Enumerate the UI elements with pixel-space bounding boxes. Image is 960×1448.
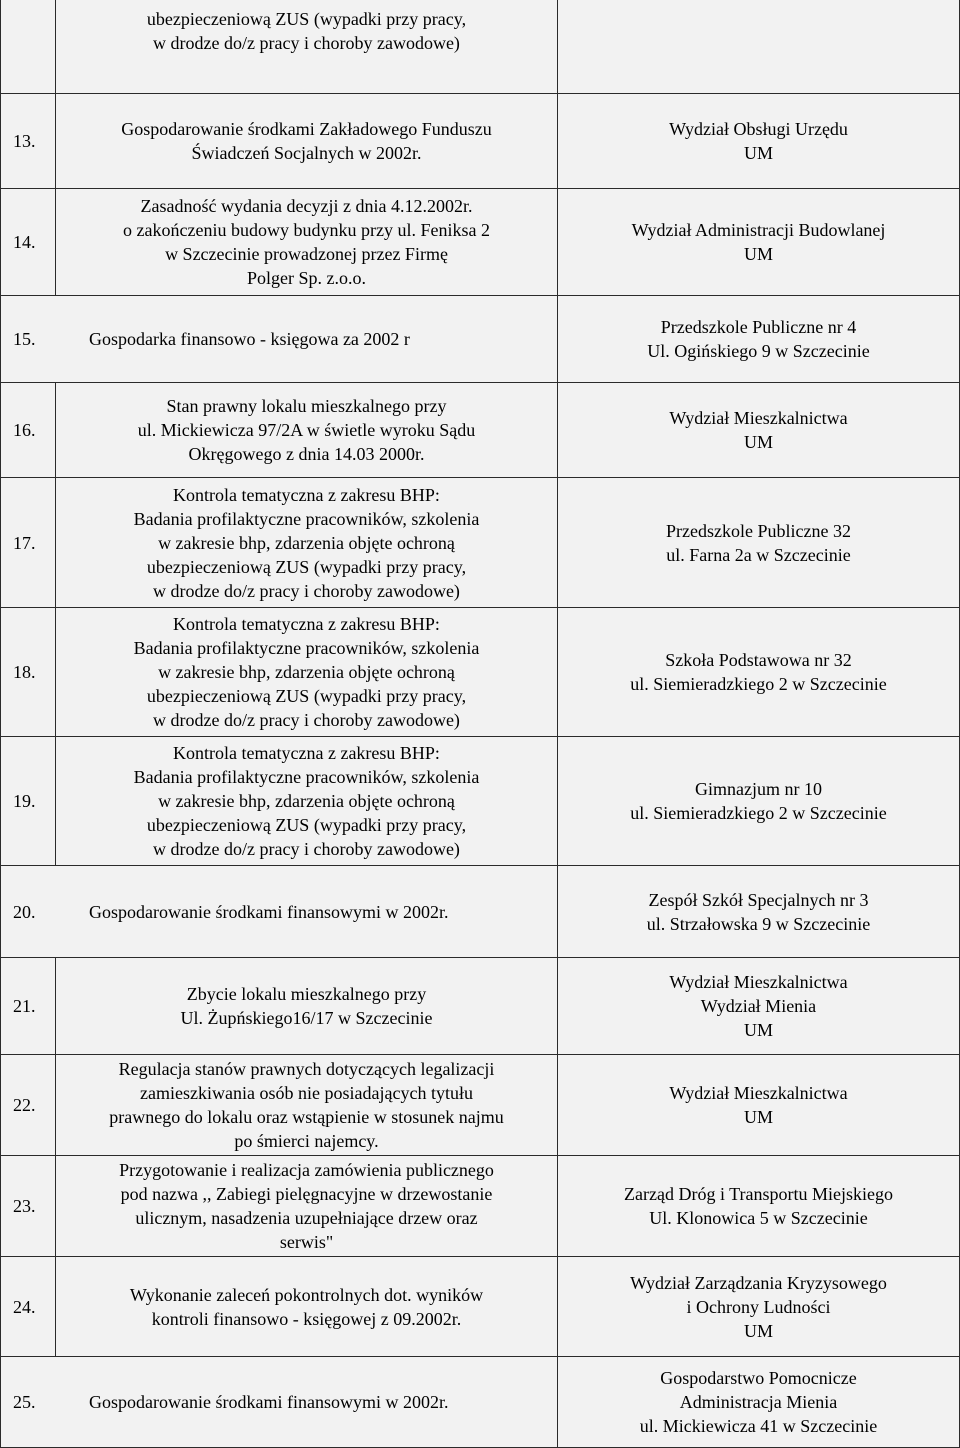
row-number: 16.	[0, 382, 56, 478]
row-subject: Regulacja stanów prawnych dotyczących legalizacji zamieszkiwania osób nie posiadających tytułu prawnego do lokalu oraz wstąpienie w stosunek najmu po śmierci najemcy.	[55, 1054, 558, 1156]
row-subject: Gospodarowanie środkami finansowymi w 2002r.	[89, 1392, 449, 1412]
row-organization: Wydział Obsługi Urzędu UM	[557, 93, 960, 189]
row-subject: Zbycie lokalu mieszkalnego przy Ul. Żupńskiego16/17 w Szczecinie	[55, 957, 558, 1055]
row-subject: Gospodarowanie środkami Zakładowego Funduszu Świadczeń Socjalnych w 2002r.	[55, 93, 558, 189]
row-subject: ubezpieczeniową ZUS (wypadki przy pracy, w drodze do/z pracy i choroby zawodowe)	[55, 0, 558, 94]
row-subject: Kontrola tematyczna z zakresu BHP: Badania profilaktyczne pracowników, szkolenia w zakresie bhp, zdarzenia objęte ochroną ubezpieczeniową ZUS (wypadki przy pracy, w drodze do/z pracy i choroby zawodowe)	[55, 607, 558, 737]
row-organization: Wydział Mieszkalnictwa UM	[557, 1054, 960, 1156]
row-number: 13.	[0, 93, 56, 189]
row-number: 25.	[13, 1392, 36, 1412]
row-subject: Kontrola tematyczna z zakresu BHP: Badania profilaktyczne pracowników, szkolenia w zakresie bhp, zdarzenia objęte ochroną ubezpieczeniową ZUS (wypadki przy pracy, w drodze do/z pracy i choroby zawodowe)	[55, 477, 558, 608]
row-number: 24.	[0, 1256, 56, 1357]
row-number: 22.	[0, 1054, 56, 1156]
row-subject: Gospodarka finansowo - księgowa za 2002 r	[89, 329, 410, 349]
row-subject: Stan prawny lokalu mieszkalnego przy ul. Mickiewicza 97/2A w świetle wyroku Sądu Okręgowego z dnia 14.03 2000r.	[55, 382, 558, 478]
row-organization: Wydział Mieszkalnictwa UM	[557, 382, 960, 478]
row-organization: Wydział Administracji Budowlanej UM	[557, 188, 960, 296]
row-number-subject	[0, 295, 558, 383]
row-organization: Wydział Mieszkalnictwa Wydział Mienia UM	[557, 957, 960, 1055]
row-number: 18.	[0, 607, 56, 737]
row-organization	[557, 0, 960, 94]
row-number: 23.	[0, 1155, 56, 1257]
row-number-subject	[0, 1356, 558, 1448]
row-organization: Przedszkole Publiczne 32 ul. Farna 2a w Szczecinie	[557, 477, 960, 608]
row-number-subject	[0, 865, 558, 958]
row-number: 19.	[0, 736, 56, 866]
row-subject: Gospodarowanie środkami finansowymi w 2002r.	[89, 901, 449, 922]
row-organization: Przedszkole Publiczne nr 4 Ul. Ogińskiego 9 w Szczecinie	[557, 295, 960, 383]
row-subject: Wykonanie zaleceń pokontrolnych dot. wyników kontroli finansowo - księgowej z 09.2002r.	[55, 1256, 558, 1357]
row-number: 15.	[13, 329, 36, 349]
row-organization: Gospodarstwo Pomocnicze Administracja Mienia ul. Mickiewicza 41 w Szczecinie	[557, 1356, 960, 1448]
row-subject: Zasadność wydania decyzji z dnia 4.12.2002r. o zakończeniu budowy budynku przy ul. Feniksa 2 w Szczecinie prowadzonej przez Firmę Polger Sp. z.o.o.	[55, 188, 558, 296]
row-number	[0, 0, 56, 94]
row-number: 14.	[0, 188, 56, 296]
row-organization: Wydział Zarządzania Kryzysowego i Ochrony Ludności UM	[557, 1256, 960, 1357]
row-subject: Przygotowanie i realizacja zamówienia publicznego pod nazwa ,, Zabiegi pielęgnacyjne w drzewostanie ulicznym, nasadzenia uzupełniające drzew oraz serwis"	[55, 1155, 558, 1257]
row-organization: Gimnazjum nr 10 ul. Siemieradzkiego 2 w Szczecinie	[557, 736, 960, 866]
row-organization: Szkoła Podstawowa nr 32 ul. Siemieradzkiego 2 w Szczecinie	[557, 607, 960, 737]
row-subject: Kontrola tematyczna z zakresu BHP: Badania profilaktyczne pracowników, szkolenia w zakresie bhp, zdarzenia objęte ochroną ubezpieczeniową ZUS (wypadki przy pracy, w drodze do/z pracy i choroby zawodowe)	[55, 736, 558, 866]
row-number: 21.	[0, 957, 56, 1055]
row-organization: Zarząd Dróg i Transportu Miejskiego Ul. Klonowica 5 w Szczecinie	[557, 1155, 960, 1257]
row-number: 20.	[13, 901, 36, 922]
row-number: 17.	[0, 477, 56, 608]
row-organization: Zespół Szkół Specjalnych nr 3 ul. Strzałowska 9 w Szczecinie	[557, 865, 960, 958]
